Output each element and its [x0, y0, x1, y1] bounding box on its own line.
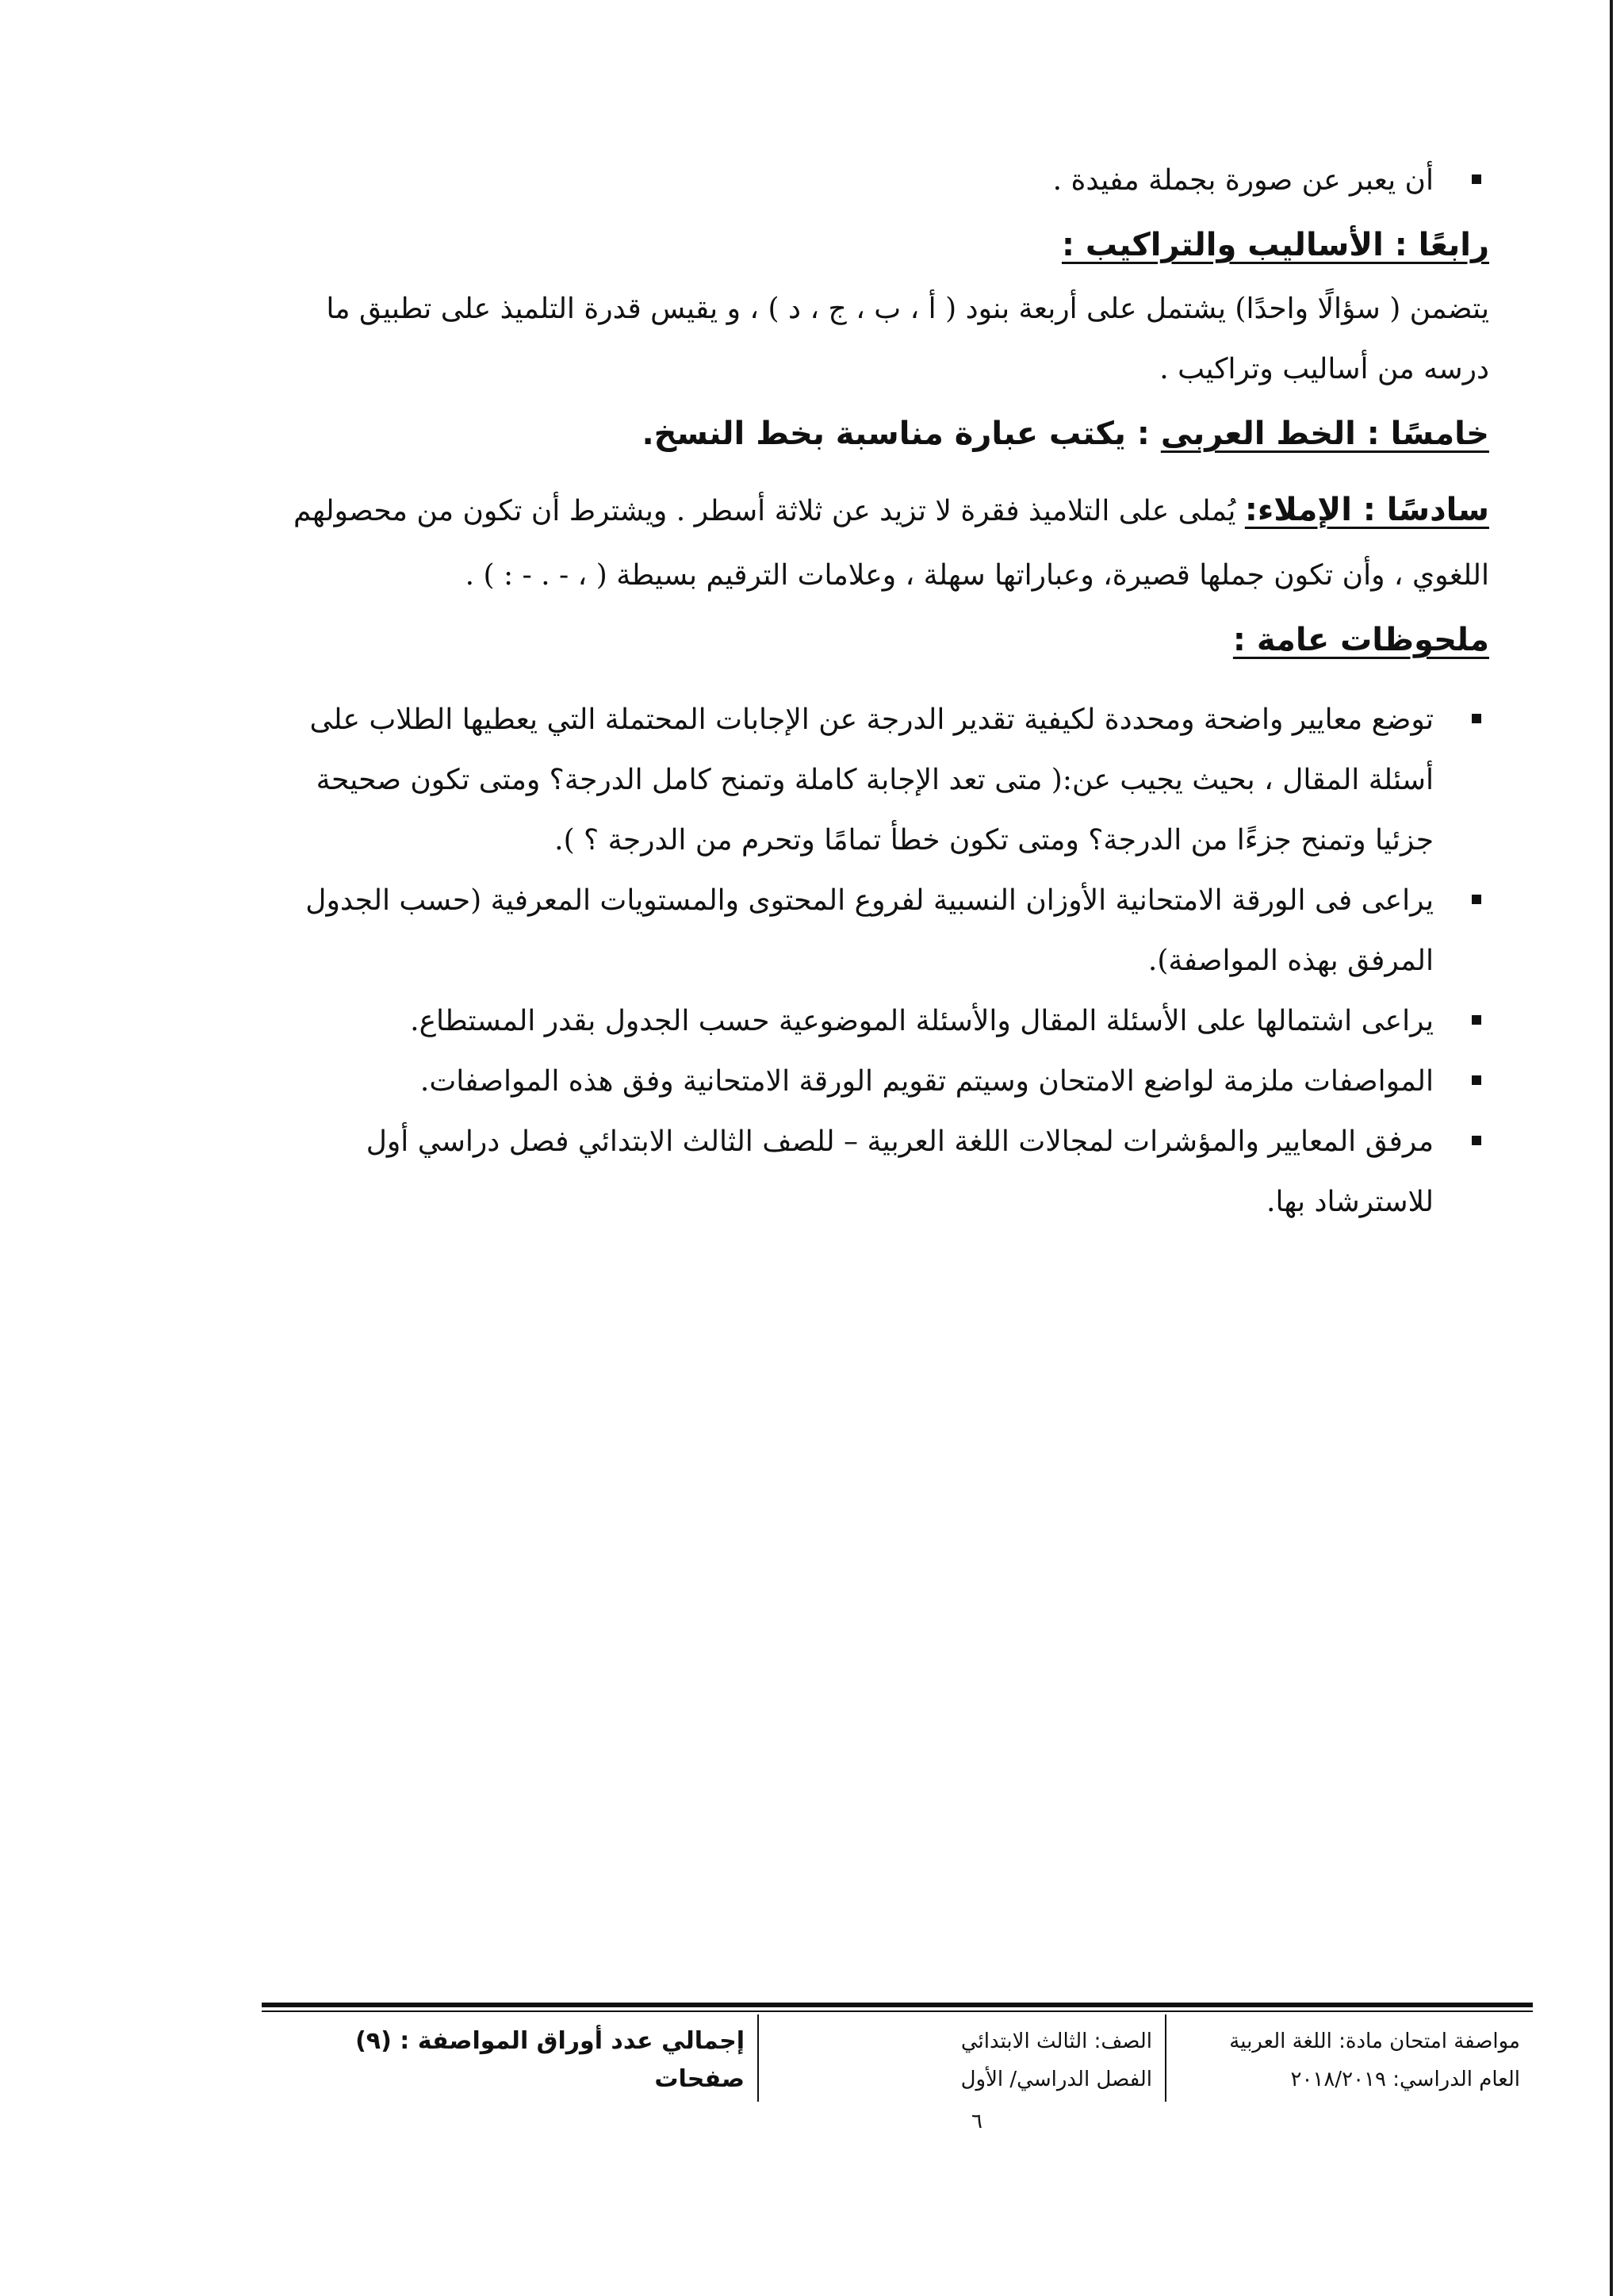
footer-pages-cell [262, 2014, 757, 2102]
paragraph: اللغوي ، وأن تكون جملها قصيرة، وعباراتها سهلة ، وعلامات الترقيم بسيطة ( ، - . - : ) . [465, 559, 1489, 592]
list-item: أن يعبر عن صورة بجملة مفيدة . [285, 151, 1489, 211]
footer-grade: الصف: الثالث الابتدائي [960, 2030, 1152, 2053]
list-item: يراعى اشتمالها على الأسئلة المقال والأسئلة الموضوعية حسب الجدول بقدر المستطاع. [285, 991, 1489, 1052]
bullet-square-icon [1472, 1015, 1481, 1025]
footer-grade-cell [757, 2014, 1165, 2102]
footer-divider [262, 2003, 1533, 2007]
paragraph: يتضمن ( سؤالًا واحدًا) يشتمل على أربعة بنود ( أ ، ب ، ج ، د ) ، و يقيس قدرة التلميذ على تطبيق ما [326, 293, 1489, 325]
page-number: ٦ [971, 2110, 982, 2133]
intro-list [285, 151, 1489, 211]
bullet-square-icon [1472, 1075, 1481, 1085]
section-heading-sixth: سادسًا : الإملاء: يُملى على التلاميذ فقرة لا تزيد عن ثلاثة أسطر . ويشترط أن تكون من محصولهم [293, 492, 1489, 528]
bullet-square-icon [1472, 1136, 1481, 1145]
section-heading-notes: ملحوظات عامة : [1232, 622, 1489, 658]
section-heading-fifth: خامسًا : الخط العربى : يكتب عبارة مناسبة بخط النسخ. [642, 416, 1489, 452]
footer-term: الفصل الدراسي/ الأول [960, 2068, 1152, 2091]
document-body [285, 151, 1489, 1232]
list-item: المواصفات ملزمة لواضع الامتحان وسيتم تقويم الورقة الامتحانية وفق هذه المواصفات. [285, 1052, 1489, 1112]
list-item: يراعى فى الورقة الامتحانية الأوزان النسبية لفروع المحتوى والمستويات المعرفية (حسب الجدول المرفق بهذه المواصفة). [285, 871, 1489, 991]
page-edge [1610, 0, 1613, 2296]
notes-list [285, 690, 1489, 1232]
list-item: توضع معايير واضحة ومحددة لكيفية تقدير الدرجة عن الإجابات المحتملة التي يعطيها الطلاب على أسئلة المقال ، بحيث يجيب عن:( متى تعد الإجابة كاملة وتمنح كامل الدرجة؟ ومتى تكون صحيحة جزئيا وتمنح جزءًا من الدرجة؟ ومتى تكون خطأ تمامًا وتحرم من الدرجة ؟ ). [285, 690, 1489, 871]
bullet-square-icon [1472, 174, 1481, 184]
footer-subject-cell [1165, 2014, 1533, 2102]
list-item: مرفق المعايير والمؤشرات لمجالات اللغة العربية – للصف الثالث الابتدائي فصل دراسي أول للاسترشاد بها. [285, 1112, 1489, 1232]
footer-pages: إجمالي عدد أوراق المواصفة : (٩) صفحات [355, 2027, 745, 2093]
paragraph: درسه من أساليب وتراكيب . [1159, 353, 1489, 385]
bullet-square-icon [1472, 895, 1481, 904]
footer-divider [262, 2010, 1533, 2012]
section-heading-fourth: رابعًا : الأساليب والتراكيب : [1061, 227, 1489, 263]
bullet-square-icon [1472, 714, 1481, 723]
footer [262, 2014, 1533, 2102]
footer-subject: مواصفة امتحان مادة: اللغة العربية [1229, 2030, 1520, 2053]
footer-year: العام الدراسي: ٢٠١٨/٢٠١٩ [1290, 2068, 1520, 2091]
